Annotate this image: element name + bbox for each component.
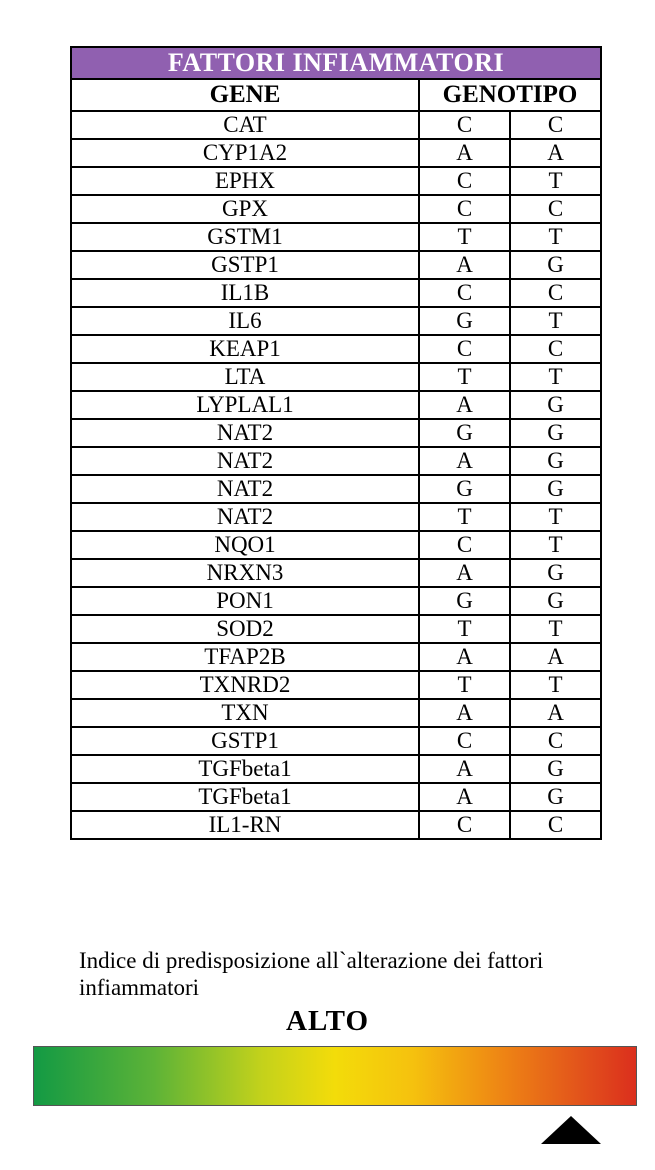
gene-cell: NAT2	[71, 447, 419, 475]
gene-cell: KEAP1	[71, 335, 419, 363]
allele1-cell: A	[419, 559, 510, 587]
table-title: FATTORI INFIAMMATORI	[71, 47, 601, 79]
allele1-cell: A	[419, 391, 510, 419]
table-row	[71, 167, 601, 195]
allele1-cell: T	[419, 671, 510, 699]
allele1-cell: C	[419, 279, 510, 307]
gene-cell: GSTP1	[71, 251, 419, 279]
table-row	[71, 503, 601, 531]
gene-cell: NAT2	[71, 419, 419, 447]
gene-cell: SOD2	[71, 615, 419, 643]
table-row	[71, 587, 601, 615]
allele2-cell: G	[510, 419, 601, 447]
risk-gradient-bar	[33, 1046, 637, 1106]
gene-cell: PON1	[71, 587, 419, 615]
allele1-cell: G	[419, 419, 510, 447]
gene-cell: IL6	[71, 307, 419, 335]
gene-cell: TXN	[71, 699, 419, 727]
allele2-cell: G	[510, 447, 601, 475]
table-row	[71, 195, 601, 223]
gene-cell: TGFbeta1	[71, 755, 419, 783]
allele1-cell: C	[419, 727, 510, 755]
allele1-cell: A	[419, 755, 510, 783]
table-row	[71, 671, 601, 699]
allele1-cell: A	[419, 251, 510, 279]
allele2-cell: T	[510, 503, 601, 531]
allele2-cell: G	[510, 755, 601, 783]
gene-cell: NAT2	[71, 503, 419, 531]
gene-cell: IL1B	[71, 279, 419, 307]
allele2-cell: G	[510, 587, 601, 615]
gene-cell: LYPLAL1	[71, 391, 419, 419]
gene-cell: TXNRD2	[71, 671, 419, 699]
table-row	[71, 699, 601, 727]
table-row	[71, 335, 601, 363]
table-row	[71, 279, 601, 307]
table-row	[71, 419, 601, 447]
gene-cell: NQO1	[71, 531, 419, 559]
allele2-cell: T	[510, 615, 601, 643]
gene-cell: GPX	[71, 195, 419, 223]
allele2-cell: T	[510, 531, 601, 559]
allele2-cell: G	[510, 251, 601, 279]
table-row	[71, 111, 601, 139]
allele1-cell: G	[419, 307, 510, 335]
allele2-cell: T	[510, 307, 601, 335]
gene-cell: NRXN3	[71, 559, 419, 587]
table-row	[71, 447, 601, 475]
table-row	[71, 223, 601, 251]
table-row	[71, 251, 601, 279]
allele2-cell: A	[510, 139, 601, 167]
genotype-column-header: GENOTIPO	[419, 79, 601, 111]
allele1-cell: T	[419, 503, 510, 531]
allele1-cell: G	[419, 587, 510, 615]
gene-cell: EPHX	[71, 167, 419, 195]
allele2-cell: C	[510, 727, 601, 755]
allele1-cell: T	[419, 223, 510, 251]
allele1-cell: A	[419, 139, 510, 167]
allele1-cell: C	[419, 167, 510, 195]
allele2-cell: C	[510, 335, 601, 363]
allele2-cell: A	[510, 643, 601, 671]
risk-pointer-triangle-icon	[541, 1116, 601, 1144]
gene-cell: TFAP2B	[71, 643, 419, 671]
allele1-cell: C	[419, 531, 510, 559]
allele1-cell: A	[419, 699, 510, 727]
allele1-cell: C	[419, 335, 510, 363]
allele1-cell: A	[419, 643, 510, 671]
allele2-cell: T	[510, 363, 601, 391]
inflammatory-factors-table	[70, 46, 602, 840]
table-row	[71, 755, 601, 783]
allele2-cell: C	[510, 111, 601, 139]
table-row	[71, 531, 601, 559]
gene-cell: IL1-RN	[71, 811, 419, 839]
allele1-cell: C	[419, 111, 510, 139]
allele2-cell: C	[510, 811, 601, 839]
allele1-cell: A	[419, 783, 510, 811]
allele2-cell: C	[510, 195, 601, 223]
table-row	[71, 307, 601, 335]
allele2-cell: T	[510, 223, 601, 251]
table-row	[71, 615, 601, 643]
allele1-cell: C	[419, 195, 510, 223]
allele1-cell: G	[419, 475, 510, 503]
table-row	[71, 363, 601, 391]
gene-cell: GSTM1	[71, 223, 419, 251]
index-caption: Indice di predisposizione all`alterazione dei fattori infiammatori	[79, 948, 544, 1000]
gene-cell: CAT	[71, 111, 419, 139]
allele2-cell: G	[510, 475, 601, 503]
table-row	[71, 811, 601, 839]
allele1-cell: T	[419, 363, 510, 391]
allele2-cell: T	[510, 671, 601, 699]
allele1-cell: A	[419, 447, 510, 475]
gene-cell: LTA	[71, 363, 419, 391]
allele2-cell: A	[510, 699, 601, 727]
allele1-cell: C	[419, 811, 510, 839]
allele2-cell: G	[510, 391, 601, 419]
gene-cell: NAT2	[71, 475, 419, 503]
gene-column-header: GENE	[71, 79, 419, 111]
allele2-cell: C	[510, 279, 601, 307]
table-row	[71, 475, 601, 503]
table-row	[71, 783, 601, 811]
table-row	[71, 559, 601, 587]
risk-level-label: ALTO	[286, 1005, 369, 1037]
table-row	[71, 139, 601, 167]
allele2-cell: G	[510, 559, 601, 587]
allele2-cell: T	[510, 167, 601, 195]
table-row	[71, 643, 601, 671]
gene-cell: GSTP1	[71, 727, 419, 755]
table-row	[71, 391, 601, 419]
gene-cell: TGFbeta1	[71, 783, 419, 811]
table-row	[71, 727, 601, 755]
table-body	[71, 111, 601, 839]
gene-cell: CYP1A2	[71, 139, 419, 167]
allele2-cell: G	[510, 783, 601, 811]
allele1-cell: T	[419, 615, 510, 643]
